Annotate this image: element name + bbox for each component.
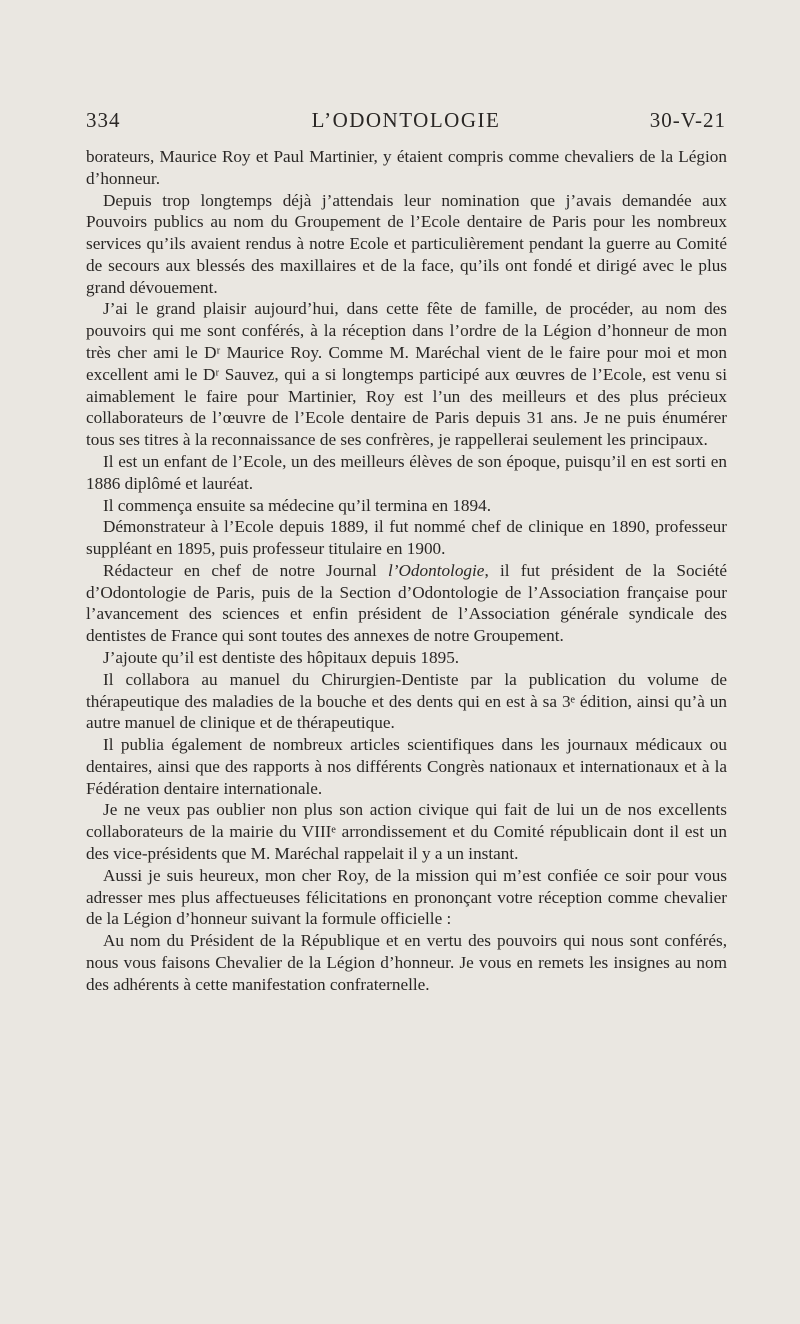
paragraph: Aussi je suis heureux, mon cher Roy, de la mission qui m’est confiée ce soir pour vous adresser mes plus affectueuses félicitations en prononçant votre réception comme chevalier de la Légion d’honneur suivant la formule officielle :	[86, 865, 727, 929]
paragraph-text: Rédacteur en chef de notre Journal	[103, 560, 388, 580]
paragraph: Depuis trop longtemps déjà j’attendais leur nomination que j’avais demandée aux Pouvoirs publics au nom du Groupement de l’Ecole dentaire de Paris pour les nombreux services qu’ils avaient rendus à notre Ecole et particulièrement pendant la guerre au Comité de secours aux blessés des maxillaires et de la face, qu’ils ont fondé et dirigé avec le plus grand dévouement.	[86, 190, 727, 297]
paragraph: borateurs, Maurice Roy et Paul Martinier, y étaient compris comme chevaliers de la Légion d’honneur.	[86, 147, 727, 188]
paragraph: Au nom du Président de la République et en vertu des pouvoirs qui nous sont conférés, nous vous faisons Chevalier de la Légion d’honneur. Je vous en remets les insignes au nom des adhérents à cette manifestation confraternelle.	[86, 931, 727, 994]
paragraph: Il commença ensuite sa médecine qu’il termina en 1894.	[103, 495, 492, 515]
page-number: 334	[86, 108, 121, 132]
journal-title: L’ODONTOLOGIE	[311, 108, 501, 132]
paragraph-text: , il fut président de la Société d’Odontologie de Paris, puis de la Section d’Odontologie de l’Association française pour l’avancement des sciences et enfin président de l’Association générale syndicale des dentistes de France qui sont toutes des annexes de notre Groupement.	[86, 560, 727, 646]
paragraph	[86, 560, 727, 647]
journal-name-italic: l’Odontologie	[388, 560, 485, 580]
paragraph: Il publia également de nombreux articles scientifiques dans les journaux médicaux ou dentaires, ainsi que des rapports à nos différents Congrès nationaux et internationaux et à la Fédération dentaire internationale.	[86, 735, 727, 798]
running-header	[86, 108, 726, 138]
paragraph: Il collabora au manuel du Chirurgien-Dentiste par la publication du volume de thérapeutique des maladies de la bouche et des dents qui en est à sa 3ᵉ édition, ainsi qu’à un autre manuel de clinique et de thérapeutique.	[86, 669, 727, 733]
paragraph: Je ne veux pas oublier non plus son action civique qui fait de lui un de nos excellents collaborateurs de la mairie du VIIIᵉ arrondissement et du Comité républicain dont il est un des vice-présidents que M. Maréchal rappelait il y a un instant.	[86, 800, 727, 863]
issue-date: 30-V-21	[649, 108, 726, 132]
paragraph: J’ajoute qu’il est dentiste des hôpitaux depuis 1895.	[103, 647, 460, 667]
paragraph: Il est un enfant de l’Ecole, un des meilleurs élèves de son époque, puisqu’il en est sorti en 1886 diplômé et lauréat.	[86, 451, 727, 493]
paragraph: J’ai le grand plaisir aujourd’hui, dans cette fête de famille, de procéder, au nom des pouvoirs qui me sont conférés, à la réception dans l’ordre de la Légion d’honneur de mon très cher ami le Dʳ Maurice Roy. Comme M. Maréchal vient de le faire pour moi et mon excellent ami le Dʳ Sauvez, qui a si longtemps participé aux œuvres de l’Ecole, est venu si aimablement le faire pour Martinier, Roy est l’un des meilleurs et des plus précieux collaborateurs de l’œuvre de l’Ecole dentaire de Paris depuis 31 ans. Je ne puis énumérer tous ses titres à la reconnaissance de ses confrères, je rappellerai seulement les principaux.	[86, 299, 727, 450]
article-body	[86, 146, 727, 995]
paragraph: Démonstrateur à l’Ecole depuis 1889, il fut nommé chef de clinique en 1890, professeur suppléant en 1895, puis professeur titulaire en 1900.	[86, 517, 727, 559]
